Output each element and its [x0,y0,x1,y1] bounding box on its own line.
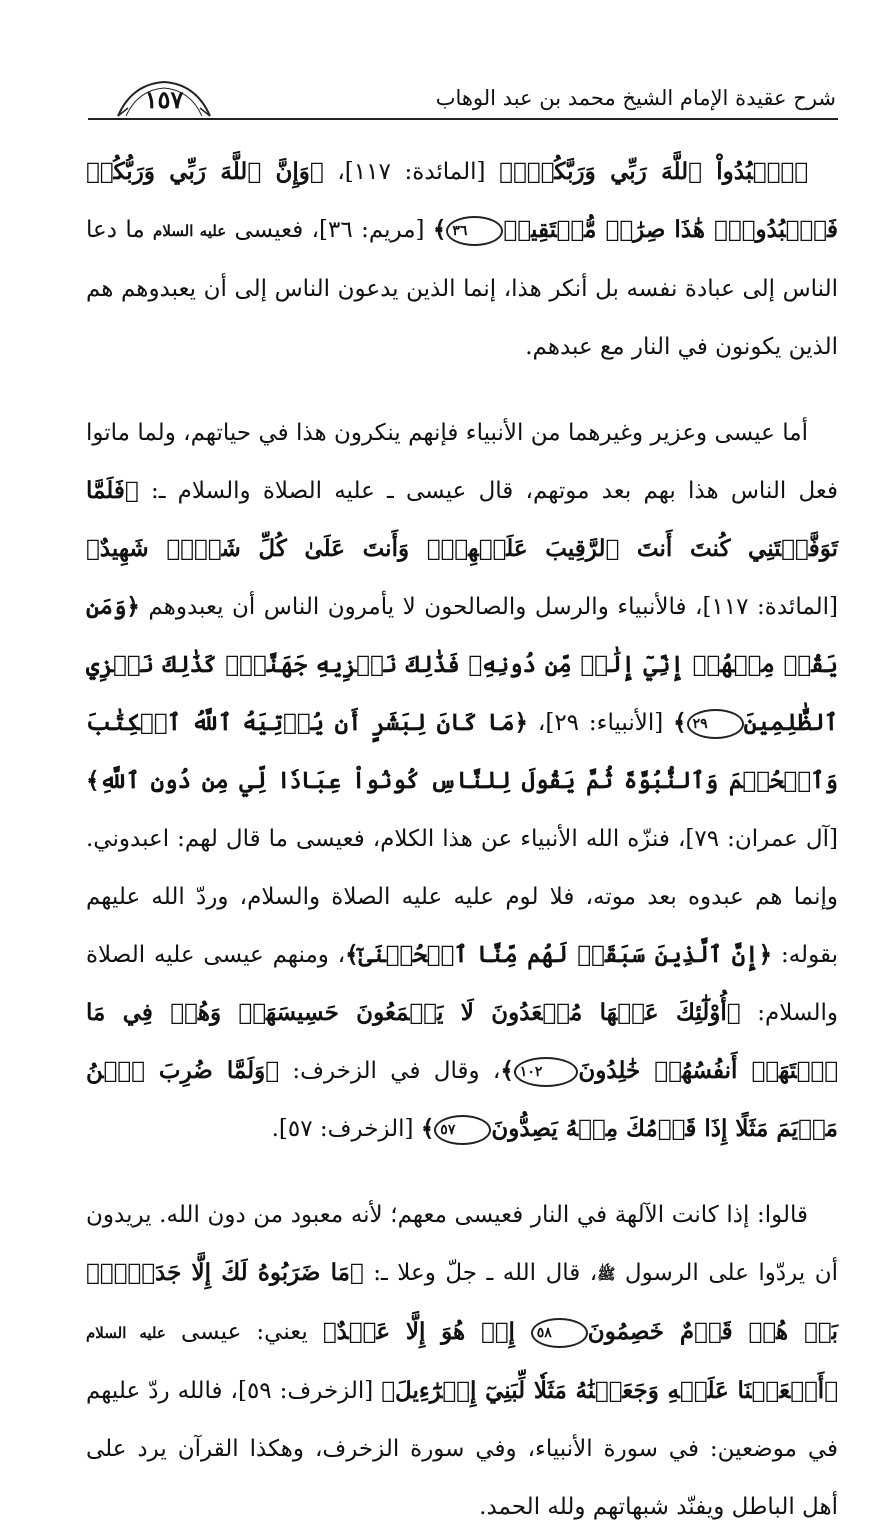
body-text-run: [المائدة: ١١٧]، [323,159,500,185]
quran-quote: ﴾ [420,1115,435,1142]
verse-number-marker: ٢٩ [687,709,744,739]
body-text-run: أما عيسى وعزير وغيرهما من الأنبياء فإنهم ينكرون هذا في حياتهم، ولما ماتوا فعل الناس هذا بهم بعد موتهم، قال عيسى ـ عليه الصلاة والسلام ـ: [86,420,838,504]
body-text-run: ، قال الله ـ جلّ وعلا ـ: [363,1260,598,1286]
quran-quote: ﴾ [673,709,687,736]
verse-number-marker: ١٠٢ [514,1057,579,1087]
quran-quote: ﴿ٱعۡبُدُواْ ٱللَّهَ رَبِّي وَرَبَّكُمۡۚ﴾ [499,158,808,185]
paragraph [86,1186,838,1536]
body-text-run: قالوا: إذا كانت الآلهة في النار فعيسى معهم؛ لأنه معبود من دون الله. يريدون أن يردّوا على الرسول [86,1202,838,1286]
body-text-run: [آل عمران: ٧٩]، فنزّه الله الأنبياء عن هذا الكلام، فعيسى ما قال لهم: اعبدوني. وإنما هم عبدوه بعد موته، فلا لوم عليه عليه الصلاة والسلام، وردّ الله عليهم بقوله: [86,826,838,968]
honorific-symbol: عليه السلام [153,222,227,240]
quran-quote: ﴿مَا كَانَ لِبَشَرٍ أَن يُؤۡتِيَهُ ٱللَّهُ ٱلۡكِتَٰبَ وَٱلۡحُكۡمَ وَٱلنُّبُوَّةَ ثُمَّ يَقُولَ لِلنَّاسِ كُونُواْ عِبَادٗا لِّي مِن دُونِ ٱللَّهِ﴾ [86,709,838,794]
paragraph [86,143,838,376]
honorific-symbol: ﷺ [597,1265,616,1283]
body-text-run: [مريم: ٣٦]، فعيسى [226,217,433,243]
quran-quote: ﴿وَمَن يَقُلۡ مِنۡهُمۡ إِنِّيٓ إِلَٰهٞ مِّن دُونِهِۦ فَذَٰلِكَ نَجۡزِيهِ جَهَنَّمَۚ كَذَٰلِكَ نَجۡزِي ٱلظَّٰلِمِينَ [86,593,838,736]
quran-quote: ﴿وَإِنَّ ٱللَّهَ رَبِّي وَرَبُّكُمۡ فَٱعۡبُدُوهُۚ هَٰذَا صِرَٰطٞ مُّسۡتَقِيمٞ [86,158,838,243]
quran-quote: ﴾ [432,216,447,243]
quran-quote: ﴿فَلَمَّا تَوَفَّيۡتَنِي كُنتَ أَنتَ ٱلرَّقِيبَ عَلَيۡهِمۡۚ وَأَنتَ عَلَىٰ كُلِّ شَيۡءٖ شَهِيدٌ﴾ [86,477,838,562]
page-number-ornament [114,78,214,118]
verse-number-marker: ٣٦ [446,216,503,246]
body-text [86,143,838,1536]
running-title: شرح عقيدة الإمام الشيخ محمد بن عبد الوهاب [435,86,836,110]
body-text-run: ، وقال في الزخرف: [279,1058,501,1084]
body-text-run: ما دعا الناس إلى عبادة نفسه بل أنكر هذا، إنما الذين يدعون الناس إلى أن يعبدوهم هم الذين يكونون في النار مع عبدهم. [86,217,838,360]
page-number: ١٥٧ [144,85,184,114]
quran-quote: ﴿أُوْلَٰٓئِكَ عَنۡهَا مُبۡعَدُونَ لَا يَسۡمَعُونَ حَسِيسَهَاۖ وَهُمۡ فِي مَا ٱشۡتَهَتۡ أَنفُسُهُمۡ خَٰلِدُونَ [86,999,838,1084]
quran-quote: ﴿وَلَمَّا ضُرِبَ ٱبۡنُ مَرۡيَمَ مَثَلًا إِذَا قَوۡمُكَ مِنۡهُ يَصِدُّونَ [86,1057,838,1142]
quran-quote: ﴿مَا ضَرَبُوهُ لَكَ إِلَّا جَدَلَۢاۚ بَلۡ هُمۡ قَوۡمٌ خَصِمُونَ [86,1259,838,1345]
quran-quote: ﴿إِنَّ ٱلَّذِينَ سَبَقَتۡ لَهُم مِّنَّا ٱلۡحُسۡنَىٰٓ﴾ [345,941,773,968]
body-text-run: [الزخرف: ٥٩]، فالله ردّ عليهم في موضعين: في سورة الأنبياء، وفي سورة الزخرف، وهكذا القرآن يرد على أهل الباطل ويفنّد شبهاتهم ولله الحمد. [86,1378,838,1520]
honorific-symbol: عليه السلام [86,1324,166,1342]
paragraph [86,404,838,1158]
verse-number-marker: ٥٧ [434,1115,491,1145]
verse-number-marker: ٥٨ [531,1318,588,1348]
body-text-run: يعني: عيسى [165,1319,323,1345]
quran-quote: ﴾ [500,1057,514,1084]
body-text-run: ، ومنهم عيسى عليه الصلاة والسلام: [86,942,838,1026]
body-text-run: [المائدة: ١١٧]، فالأنبياء والرسل والصالحون لا يأمرون الناس أن يعبدوهم [139,594,838,620]
quran-quote: ﴿أَنۡعَمۡنَا عَلَيۡهِ وَجَعَلۡنَٰهُ مَثَلٗا لِّبَنِيٓ إِسۡرَٰٓءِيلَ﴾ [381,1377,838,1404]
body-text-run: [الأنبياء: ٢٩]، [528,710,674,736]
quran-quote: إِنۡ هُوَ إِلَّا عَبۡدٌ﴾ [322,1318,531,1345]
body-text-run: [الزخرف: ٥٧]. [271,1116,421,1142]
page-header [88,78,838,120]
